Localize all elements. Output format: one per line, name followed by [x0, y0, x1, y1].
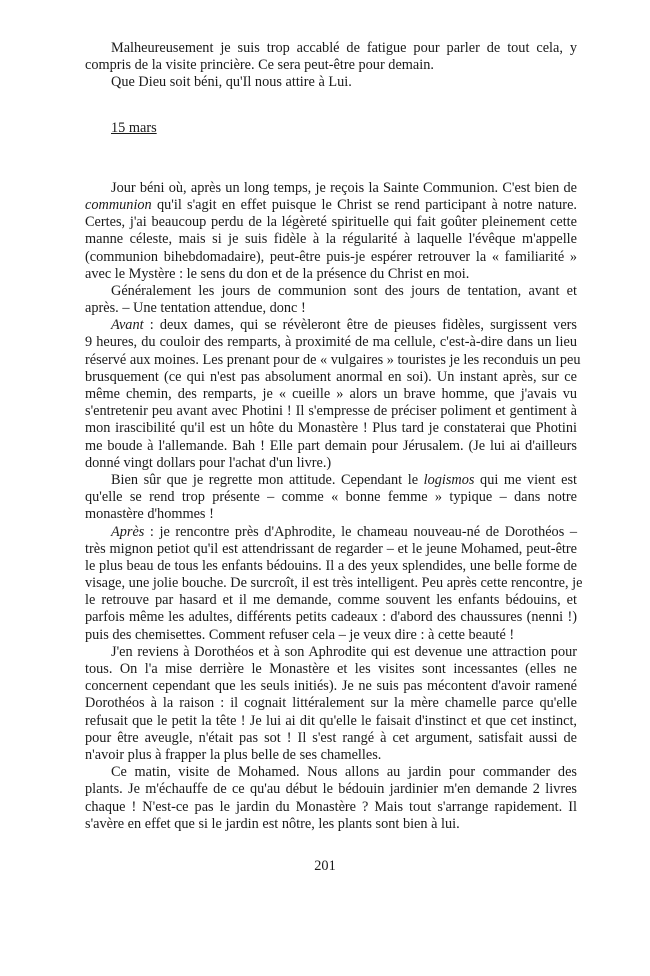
text-line: Dorothéos à la raison : il cognait littéralement sur la mère chamelle parce qu'elle: [85, 695, 577, 712]
text-line: n'avoir plus à frapper la plus belle de ses chamelles.: [85, 746, 382, 763]
paragraph: [85, 283, 577, 317]
paragraph: [85, 74, 577, 91]
paragraph: [85, 764, 577, 833]
italic-term: Avant: [111, 317, 144, 334]
text-segment: : deux dames, qui se révèleront être de pieuses fidèles, surgissent vers: [143, 317, 577, 334]
text-line: après. – Une tentation attendue, donc !: [85, 300, 306, 317]
text-line: Que Dieu soit béni, qu'Il nous attire à Lui.: [111, 74, 352, 91]
paragraph: [85, 317, 581, 472]
text-line: [85, 472, 577, 489]
text-line: J'en reviens à Dorothéos et à son Aphrodite qui est devenue une attraction pour: [111, 643, 577, 660]
text-line: parfois même les adultes, différents petits cadeaux : d'abord des chaussures (nenni !): [85, 609, 577, 626]
text-segment: : je rencontre près d'Aphrodite, le chameau nouveau-né de Dorothéos –: [144, 523, 577, 540]
text-line: Ce matin, visite de Mohamed. Nous allons au jardin pour commander des: [111, 764, 577, 781]
text-line: même chemin, des remparts, je « cueille » alors un brave homme, que j'avais vu: [85, 386, 577, 402]
text-line: tous. On l'a mise derrière le Monastère et les visites sont incessantes (elles ne: [85, 661, 577, 677]
text-line: le plus beau de tous les enfants bédouins. Il a des yeux splendides, une belle forme de: [85, 557, 577, 574]
text-line: le retrouve par hasard et il me demande, comme souvent les enfants bédouins, et: [85, 592, 577, 609]
text-segment: Bien sûr que je regrette mon attitude. Cependant le: [111, 471, 424, 488]
text-line: [85, 317, 577, 334]
text-line: qu'elle se rend trop présente – comme « bonne femme » typique – dans notre: [85, 489, 577, 506]
italic-term: Après: [111, 523, 145, 540]
text-line: Certes, j'ai beaucoup perdu de la légèreté spirituelle qui fait goûter pleinement cette: [85, 214, 577, 231]
text-line: s'avère en effet que si le jardin est nôtre, les plants sont bien à lui.: [85, 815, 460, 832]
text-line: mon irascibilité qu'il est un hôte du Monastère ! Plus tard je constaterai que Photini: [85, 420, 577, 437]
italic-term: communion: [85, 196, 152, 213]
paragraph: [85, 40, 577, 74]
text-line: très mignon petiot qu'il est attendrissant de regarder – et le jeune Mohamed, peut-être: [85, 540, 577, 557]
text-line: (communion bihebdomadaire), peut-être puis-je espérer retrouver la « familiarité »: [85, 248, 577, 265]
text-line: Généralement les jours de communion sont des jours de tentation, avant et: [111, 282, 577, 299]
text-line: pour être aveugle, n'était pas sot ! Il s'est rangé à cet argument, satisfait aussi de: [85, 729, 577, 746]
text-line: s'entretenir peu avant avec Photini ! Il s'empresse de préciser poliment et gentiment à: [85, 403, 577, 420]
text-line: avec le Mystère : le sens du don et de la présence du Christ en moi.: [85, 265, 470, 282]
text-line: réservé aux moines. Les prenant pour de « vulgaires » touristes je les reconduis un peu: [85, 351, 581, 368]
text-line: Jour béni où, après un long temps, je reçois la Sainte Communion. C'est bien de: [111, 179, 577, 196]
text-line: monastère d'hommes !: [85, 506, 214, 523]
text-segment: qui me vient est: [474, 471, 577, 488]
text-segment: qu'il s'agit en effet puisque le Christ se rend participant à notre nature.: [151, 196, 577, 213]
paragraph: [85, 180, 577, 283]
text-line: 9 heures, du couloir des remparts, à proximité de ma cellule, c'est-à-dire dans un lieu: [85, 334, 577, 351]
paragraph: [85, 523, 583, 644]
text-line: manne céleste, mais si je suis fidèle à la régularité à laquelle l'évêque m'appelle: [85, 231, 577, 248]
text-line: compris de la visite princière. Ce sera peut-être pour demain.: [85, 57, 434, 74]
text-line: me boude à l'allemande. Bah ! Elle part demain pour Jérusalem. (Je lui ai d'ailleurs: [85, 437, 577, 454]
paragraph: [85, 644, 577, 764]
text-line: [85, 197, 577, 214]
text-line: brusquement (ce qui n'est pas absolument anormal en soi). Un instant après, sur ce: [85, 368, 577, 385]
text-line: puis des chemisettes. Comment refuser cela – je veux dire : à cette beauté !: [85, 626, 515, 643]
paragraph: [85, 472, 577, 524]
text-line: plants. Je m'échauffe de ce qu'au début le bédouin jardinier m'en demande 2 livres: [85, 781, 577, 798]
text-line: refusait que le petit la tête ! Je lui ai dit qu'elle le faisait d'instinct et que cet instinct,: [85, 712, 577, 729]
text-line: chaque ! N'est-ce pas le jardin du Monastère ? Mais tout s'arrange rapidement. Il: [85, 798, 577, 815]
text-line: visage, une jolie bouche. De surcroît, il est très intelligent. Peu après cette rencontre, je: [85, 575, 583, 592]
text-line: Malheureusement je suis trop accablé de fatigue pour parler de tout cela, y: [111, 40, 577, 56]
italic-term: logismos: [423, 471, 475, 488]
text-line: concernent cependant que les seuls initiés). Je ne suis pas mécontent d'avoir ramené: [85, 678, 577, 695]
text-line: donné vingt dollars pour l'achat d'un livre.): [85, 454, 332, 471]
page-number: 201: [314, 858, 336, 874]
text-line: [85, 524, 577, 541]
document-body: [85, 40, 583, 833]
date-heading: 15 mars: [111, 119, 157, 136]
